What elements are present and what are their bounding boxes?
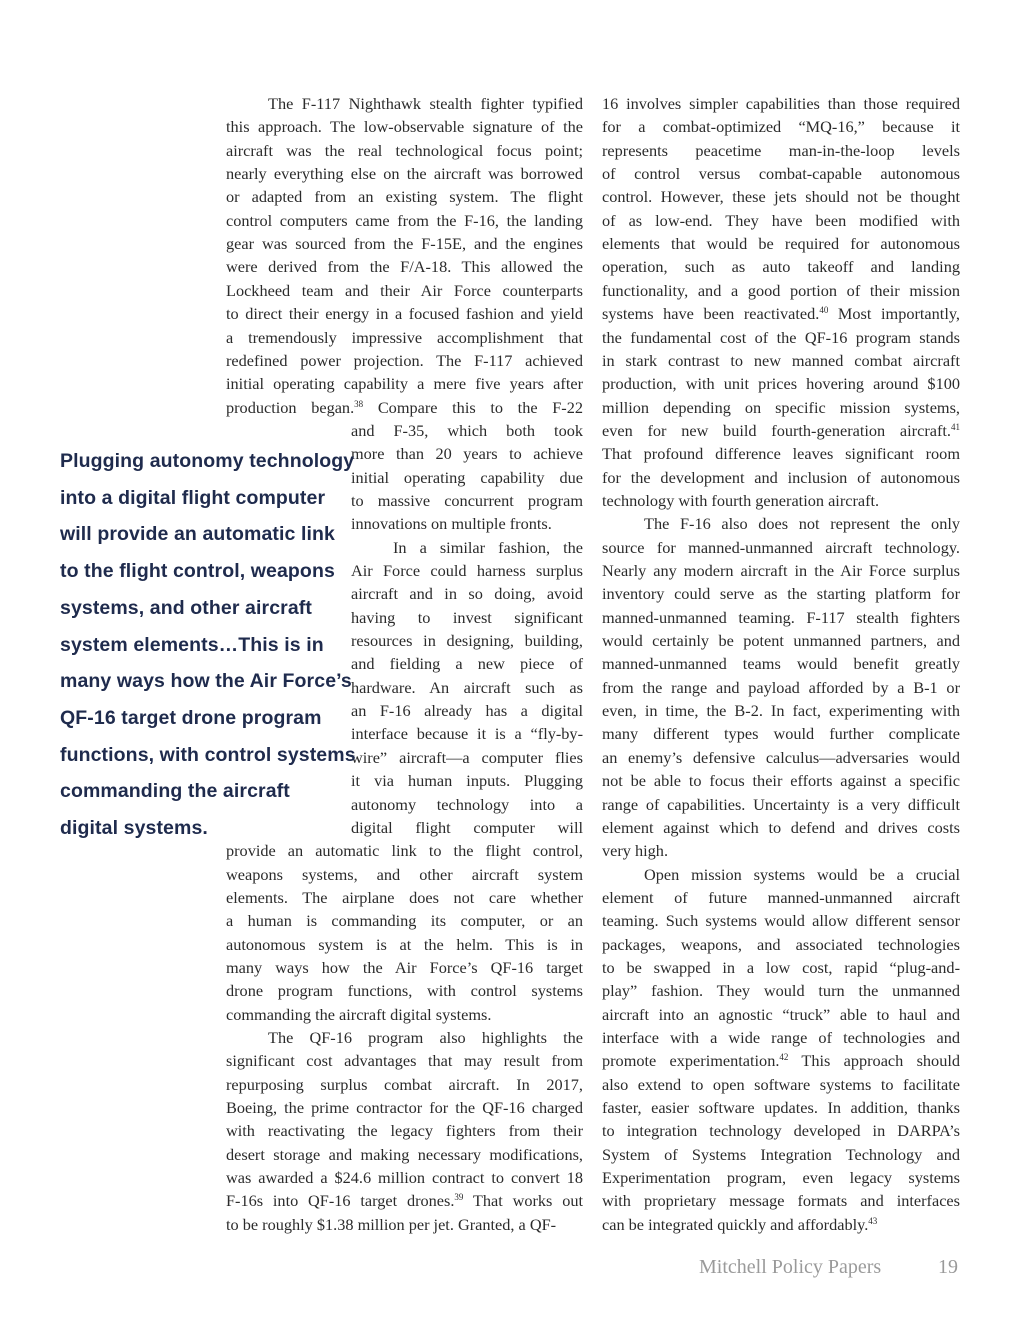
text-line xyxy=(602,652,960,675)
text-line-content: Experimentation program, even legacy systems xyxy=(602,1168,960,1188)
text-line xyxy=(602,302,960,325)
text-line xyxy=(602,326,960,349)
text-line xyxy=(602,1189,960,1212)
footnote-marker: 42 xyxy=(779,1052,789,1063)
pull-quote-line: QF-16 target drone program xyxy=(60,706,322,729)
text-line-content: Lockheed team and their Air Force counterparts xyxy=(226,280,583,300)
text-line-content: The F-117 Nighthawk stealth fighter typified xyxy=(268,94,583,113)
text-line-continuation: That works out xyxy=(463,1191,583,1211)
text-line-content: control. However, these jets should not be thought xyxy=(602,187,960,207)
text-line xyxy=(226,886,583,909)
text-line xyxy=(226,1003,583,1026)
text-line-content: faster, easier software updates. In addition, thanks xyxy=(602,1098,960,1118)
text-line xyxy=(602,255,960,278)
text-line xyxy=(226,185,583,208)
text-line-content: for a combat-optimized “MQ-16,” because it xyxy=(602,117,960,137)
text-line xyxy=(602,909,960,932)
text-line xyxy=(602,1119,960,1142)
text-line-content: Boeing, the prime contractor for the QF-16 charged xyxy=(226,1098,583,1118)
text-line-content: it via human inputs. Plugging xyxy=(351,771,583,791)
text-line-content: aircraft into an agnostic “truck” able to haul and xyxy=(602,1004,960,1024)
text-line-content: for the development and inclusion of autonomous xyxy=(602,467,960,487)
text-line-content: range of capabilities. Uncertainty is a very difficult xyxy=(602,794,960,814)
footnote-marker: 40 xyxy=(819,305,829,316)
text-line-content: would certainly be potent unmanned partners, and xyxy=(602,631,960,651)
text-line xyxy=(602,209,960,232)
text-line-content: wire” aircraft—a computer flies xyxy=(351,747,583,767)
text-line-content: and fielding a new piece of xyxy=(351,654,583,674)
text-line-content: 16 involves simpler capabilities than those required xyxy=(602,94,960,113)
text-line xyxy=(602,629,960,652)
text-line xyxy=(226,1119,583,1142)
text-line xyxy=(351,816,583,839)
text-line-content: technology with fourth generation aircraft. xyxy=(602,490,880,510)
text-line xyxy=(602,466,960,489)
text-line xyxy=(602,1003,960,1026)
text-line xyxy=(351,559,583,582)
text-line xyxy=(602,419,960,442)
text-line xyxy=(602,92,960,115)
text-line xyxy=(602,349,960,372)
text-line xyxy=(602,839,960,862)
text-line-content: autonomous system is at the helm. This is in xyxy=(226,934,583,954)
text-line-content: aircraft was the real technological focus point; xyxy=(226,140,583,160)
text-line-content: inventory could serve as the starting platform for xyxy=(602,584,960,604)
footnote-marker: 39 xyxy=(454,1192,464,1203)
text-line xyxy=(351,769,583,792)
text-line xyxy=(226,1213,583,1236)
text-line-content: to integration technology developed in DARPA’s xyxy=(602,1121,960,1141)
text-line-content: from the range and payload afforded by a B-1 or xyxy=(602,677,960,697)
text-line-content: can be integrated quickly and affordably. xyxy=(602,1214,869,1234)
text-line-content: manned-unmanned teaming. F-117 stealth fighters xyxy=(602,607,960,627)
text-line-content: repurposing surplus combat aircraft. In 2017, xyxy=(226,1074,583,1094)
text-line xyxy=(602,769,960,792)
text-line xyxy=(351,746,583,769)
text-line xyxy=(226,1143,583,1166)
text-line-content: gear was sourced from the F-15E, and the engines xyxy=(226,234,583,254)
text-line xyxy=(602,232,960,255)
text-line xyxy=(226,956,583,979)
text-line xyxy=(226,139,583,162)
text-line xyxy=(226,209,583,232)
text-line xyxy=(602,1096,960,1119)
text-line-content: very high. xyxy=(602,841,669,861)
text-line xyxy=(602,886,960,909)
text-line-content: systems have been reactivated. xyxy=(602,304,820,324)
pull-quote-line: digital systems. xyxy=(60,817,208,839)
text-line-continuation: Most importantly, xyxy=(828,304,960,324)
text-line-content: having to invest significant xyxy=(351,607,583,627)
text-line-content: significant cost advantages that may result from xyxy=(226,1051,583,1071)
text-line xyxy=(351,629,583,652)
footnote-marker: 41 xyxy=(951,421,960,432)
text-line xyxy=(602,162,960,185)
text-line xyxy=(602,442,960,465)
text-line-content: operation, such as auto takeoff and landing xyxy=(602,257,960,277)
text-line-content: or adapted from an existing system. The flight xyxy=(226,187,583,207)
text-line-content: interface because it is a “fly-by- xyxy=(351,724,583,744)
text-line-content: with reactivating the legacy fighters from their xyxy=(226,1121,583,1141)
text-line-content: desert storage and making necessary modifications, xyxy=(226,1144,583,1164)
text-line xyxy=(602,1143,960,1166)
text-line-content: production, with unit prices hovering around $100 xyxy=(602,374,960,394)
text-line-content: teaming. Such systems would allow different sensor xyxy=(602,911,960,931)
text-line xyxy=(602,1049,960,1072)
text-line xyxy=(226,302,583,325)
pull-quote-line: many ways how the Air Force’s xyxy=(60,670,352,693)
pull-quote-line: systems, and other aircraft xyxy=(60,596,312,619)
text-line xyxy=(351,699,583,722)
text-line-content: In a similar fashion, the xyxy=(393,537,583,557)
text-line xyxy=(226,372,583,395)
text-line-content: even for new build fourth-generation aircraft. xyxy=(602,420,951,440)
text-line xyxy=(602,372,960,395)
text-line xyxy=(602,1166,960,1189)
text-line-content: Open mission systems would be a crucial xyxy=(644,864,960,884)
text-line-content: was awarded a $24.6 million contract to convert 18 xyxy=(226,1168,583,1188)
text-line-content: initial operating capability due xyxy=(351,467,583,487)
text-line xyxy=(602,582,960,605)
text-line-content: a tremendously impressive accomplishment that xyxy=(226,327,583,347)
text-line xyxy=(351,793,583,816)
text-line-content: play” fashion. They would turn the unmanned xyxy=(602,981,960,1001)
text-line-content: element of future manned-unmanned aircraft xyxy=(602,887,960,907)
text-line xyxy=(226,1189,583,1212)
text-line xyxy=(351,442,583,465)
text-line-content: many different types would further complicate xyxy=(602,724,960,744)
footer-page-number: 19 xyxy=(938,1256,958,1278)
pull-quote-line: commanding the aircraft xyxy=(60,780,290,803)
text-line-content: provide an automatic link to the flight control, xyxy=(226,841,583,861)
text-line xyxy=(351,466,583,489)
text-line xyxy=(226,279,583,302)
text-line-content: functionality, and a good portion of their mission xyxy=(602,280,960,300)
text-line xyxy=(351,536,583,559)
pull-quote-line: into a digital flight computer xyxy=(60,486,326,509)
text-line xyxy=(226,232,583,255)
text-line xyxy=(226,349,583,372)
text-line-content: to massive concurrent program xyxy=(351,490,583,510)
text-line-content: element against which to defend and drives costs xyxy=(602,817,960,837)
text-line xyxy=(351,652,583,675)
text-line-content: Nearly any modern aircraft in the Air Force surplus xyxy=(602,561,960,580)
text-line-content: and F-35, which both took xyxy=(351,420,583,440)
text-line-content: million depending on specific mission systems, xyxy=(602,397,960,417)
text-line-content: aircraft and in so doing, avoid xyxy=(351,584,583,604)
text-line-content: to be swapped in a low cost, rapid “plug-and- xyxy=(602,957,960,977)
text-line-content: control computers came from the F-16, the landing xyxy=(226,210,583,230)
text-line xyxy=(351,419,583,442)
text-line-content: initial operating capability a mere five years after xyxy=(226,374,583,394)
text-line xyxy=(226,979,583,1002)
text-line xyxy=(602,1213,960,1236)
text-line-content: That profound difference leaves significant room xyxy=(602,444,960,464)
text-line xyxy=(602,606,960,629)
text-line xyxy=(602,559,960,582)
text-line-content: System of Systems Integration Technology and xyxy=(602,1144,960,1164)
text-line-content: elements. The airplane does not care whether xyxy=(226,887,583,907)
text-line xyxy=(226,839,583,862)
text-line-content: not be able to focus their efforts against a specific xyxy=(602,771,960,791)
text-line-content: resources in designing, building, xyxy=(351,631,583,651)
text-line xyxy=(602,816,960,839)
text-line-content: elements that would be required for autonomous xyxy=(602,234,960,254)
text-line-content: The QF-16 program also highlights the xyxy=(268,1028,583,1047)
text-line xyxy=(351,489,583,512)
text-line-content: in stark contrast to new manned combat aircraft xyxy=(602,350,960,370)
text-line-content: nearly everything else on the aircraft was borrowed xyxy=(226,164,583,184)
text-line-content: Air Force could harness surplus xyxy=(351,561,583,580)
text-line xyxy=(226,396,583,419)
text-line xyxy=(602,793,960,816)
text-line xyxy=(226,1049,583,1072)
text-line-content: also extend to open software systems to facilitate xyxy=(602,1074,960,1094)
text-line-content: represents peacetime man-in-the-loop levels xyxy=(602,140,960,160)
text-line xyxy=(226,863,583,886)
text-line-content: drone program functions, with control systems xyxy=(226,981,583,1001)
text-line xyxy=(226,1073,583,1096)
text-line xyxy=(602,722,960,745)
text-line xyxy=(602,115,960,138)
text-line xyxy=(602,863,960,886)
text-line-content: hardware. An aircraft such as xyxy=(351,677,583,697)
pull-quote-line: functions, with control systems xyxy=(60,743,356,766)
footnote-marker: 43 xyxy=(868,1215,878,1226)
text-line xyxy=(226,162,583,185)
text-line-content: this approach. The low-observable signature of the xyxy=(226,117,583,137)
text-line xyxy=(602,396,960,419)
pull-quote-line: system elements…This is in xyxy=(60,633,324,656)
text-line-continuation: This approach should xyxy=(788,1051,960,1071)
text-line-content: more than 20 years to achieve xyxy=(351,444,583,464)
text-line xyxy=(602,139,960,162)
text-line-content: were derived from the F/A-18. This allowed the xyxy=(226,257,583,277)
text-line xyxy=(602,536,960,559)
text-line xyxy=(602,676,960,699)
text-line-content: digital flight computer will xyxy=(351,817,583,837)
text-line-continuation: Compare this to the F-22 xyxy=(363,397,583,417)
text-line xyxy=(602,512,960,535)
text-line xyxy=(602,489,960,512)
text-line xyxy=(602,933,960,956)
text-line xyxy=(226,909,583,932)
text-line-content: interface with a wide range of technologies and xyxy=(602,1028,960,1047)
text-line-content: weapons systems, and other aircraft system xyxy=(226,864,583,884)
footer-publication-title: Mitchell Policy Papers xyxy=(699,1256,882,1278)
text-line xyxy=(351,582,583,605)
text-line-content: autonomy technology into a xyxy=(351,794,583,814)
text-line xyxy=(602,979,960,1002)
text-line-content: F-16s into QF-16 target drones. xyxy=(226,1191,455,1211)
text-line xyxy=(226,92,583,115)
text-line-content: of as low-end. They have been modified with xyxy=(602,210,960,230)
text-line-content: with proprietary message formats and interfaces xyxy=(602,1191,960,1211)
text-line-content: manned-unmanned teams would benefit greatly xyxy=(602,654,960,674)
text-line-content: an F-16 already has a digital xyxy=(351,701,583,721)
text-line xyxy=(602,1026,960,1049)
text-line-content: source for manned-unmanned aircraft technology. xyxy=(602,537,960,557)
pull-quote-line: to the flight control, weapons xyxy=(60,560,335,583)
text-line-content: the fundamental cost of the QF-16 program stands xyxy=(602,327,960,347)
text-line xyxy=(226,326,583,349)
text-line xyxy=(602,699,960,722)
text-line-content: of control versus combat-capable autonomous xyxy=(602,164,960,184)
text-line-content: redefined power projection. The F-117 achieved xyxy=(226,350,583,370)
text-line-content: even, in time, the B-2. In fact, experimenting with xyxy=(602,701,960,721)
text-line-content: production began. xyxy=(226,397,355,417)
text-line xyxy=(226,1096,583,1119)
text-line-content: commanding the aircraft digital systems. xyxy=(226,1004,492,1024)
text-line xyxy=(351,606,583,629)
text-line-content: innovations on multiple fronts. xyxy=(351,514,552,534)
text-line xyxy=(602,279,960,302)
text-line-content: an enemy’s defensive calculus—adversaries would xyxy=(602,747,960,767)
text-line xyxy=(602,746,960,769)
text-line-content: a human is commanding its computer, or an xyxy=(226,911,583,931)
text-line xyxy=(602,1073,960,1096)
footnote-marker: 38 xyxy=(354,398,364,409)
text-line-content: packages, weapons, and associated technologies xyxy=(602,934,960,954)
text-line-content: The F-16 also does not represent the only xyxy=(644,514,960,534)
text-line xyxy=(226,1166,583,1189)
text-line xyxy=(351,722,583,745)
text-line xyxy=(226,1026,583,1049)
text-line xyxy=(226,933,583,956)
text-line xyxy=(226,115,583,138)
text-line xyxy=(351,676,583,699)
text-line-content: to be roughly $1.38 million per jet. Granted, a QF- xyxy=(226,1214,557,1234)
text-line xyxy=(351,512,583,535)
text-line xyxy=(226,255,583,278)
text-line xyxy=(602,185,960,208)
pull-quote-line: Plugging autonomy technology xyxy=(60,450,355,472)
text-line-content: many ways how the Air Force’s QF-16 target xyxy=(226,957,583,977)
pull-quote-line: will provide an automatic link xyxy=(60,523,335,546)
text-line-content: promote experimentation. xyxy=(602,1051,780,1071)
text-line xyxy=(602,956,960,979)
text-line-content: to direct their energy in a focused fashion and yield xyxy=(226,304,583,324)
